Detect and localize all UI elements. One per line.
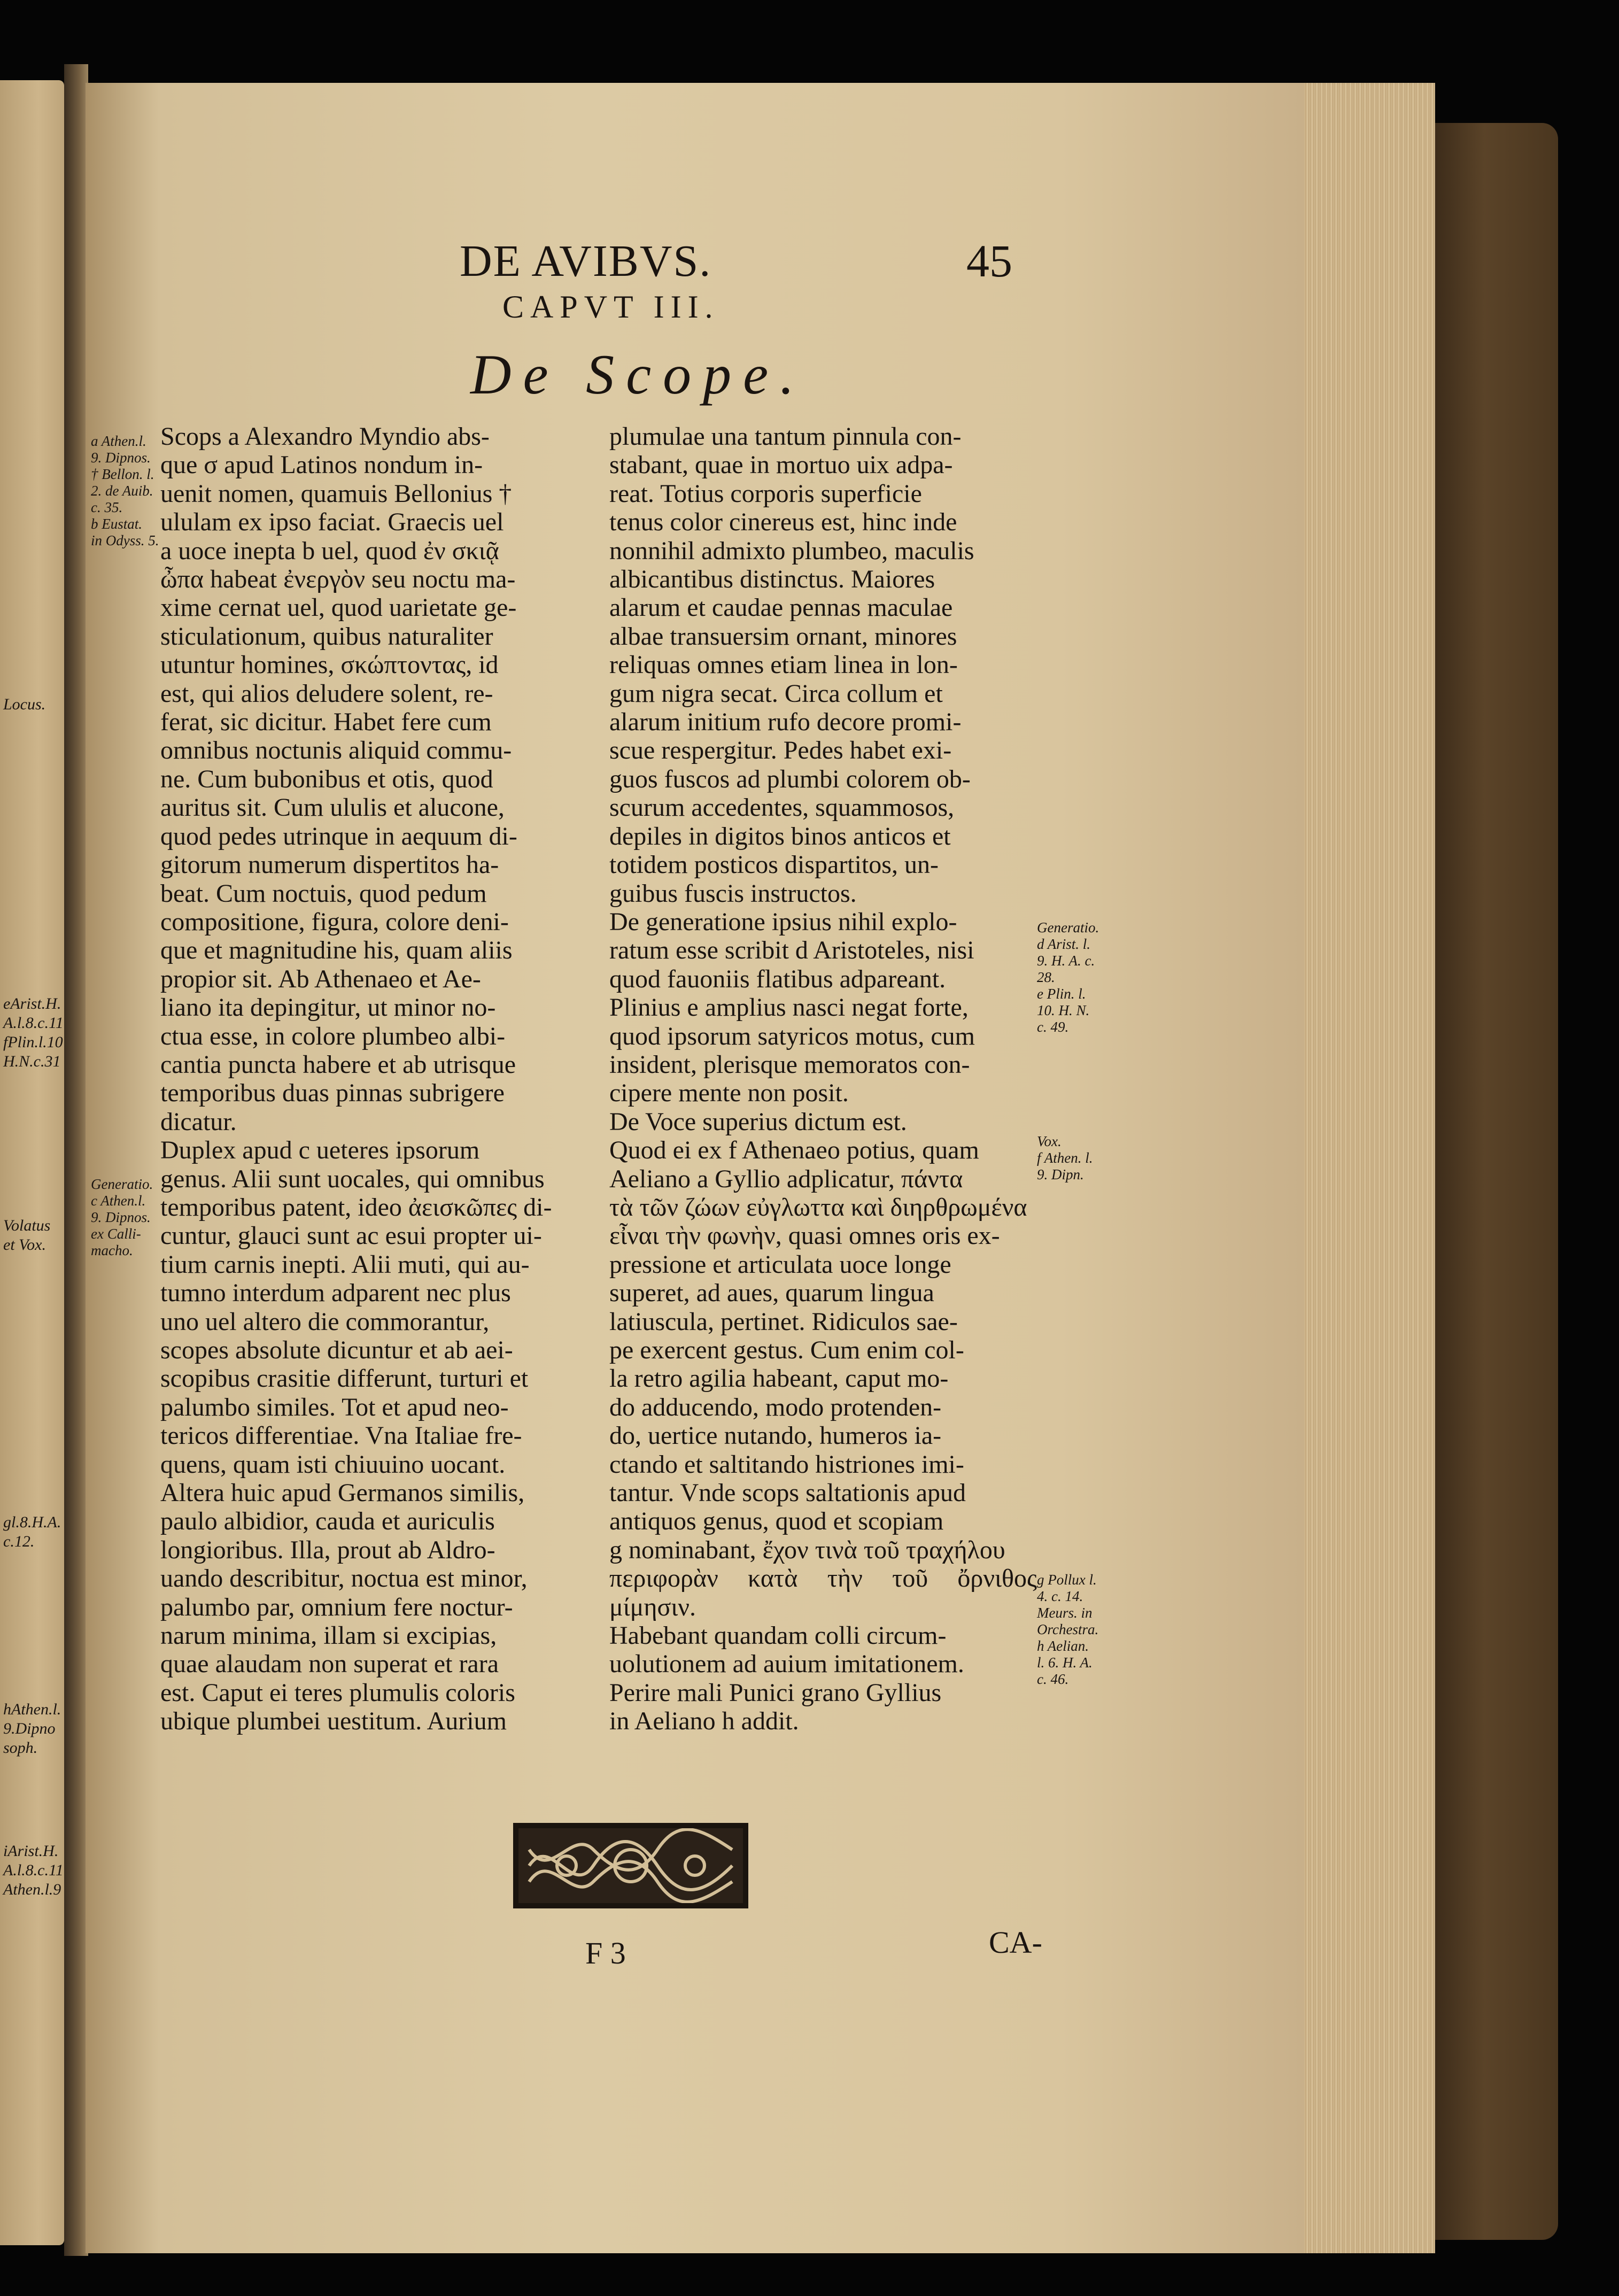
left-margin-note: gl.8.H.A. c.12. bbox=[3, 1513, 61, 1550]
ornament-pattern bbox=[518, 1828, 743, 1903]
catchword: CA- bbox=[989, 1925, 1042, 1960]
margin-note-e: g Pollux l. 4. c. 14. Meurs. in Orchestra. h Aelian. l. 6. H. A. c. 46. bbox=[1037, 1572, 1099, 1687]
left-margin-note: eArist.H. A.l.8.c.11 fPlin.l.10 H.N.c.31 bbox=[3, 995, 64, 1070]
page-number: 45 bbox=[966, 235, 1012, 287]
signature-mark: F 3 bbox=[585, 1936, 626, 1970]
left-margin-note: hAthen.l. 9.Dipno soph. bbox=[3, 1700, 61, 1757]
margin-note-b: Generatio. c Athen.l. 9. Dipnos. ex Calli- macho. bbox=[91, 1176, 153, 1258]
chapter-heading: CAPVT III. bbox=[502, 289, 719, 324]
previous-page-edge bbox=[0, 80, 64, 2245]
running-head: DE AVIBVS. bbox=[460, 236, 712, 286]
margin-note-c: Generatio. d Arist. l. 9. H. A. c. 28. e Plin. l. 10. H. N. c. 49. bbox=[1037, 919, 1099, 1035]
left-margin-note: Volatus et Vox. bbox=[3, 1217, 51, 1254]
margin-note-a: a Athen.l. 9. Dipnos. † Bellon. l. 2. de Auib. c. 35. b Eustat. in Odyss. 5. bbox=[91, 433, 159, 548]
text-column-left: Scops a Alexandro Myndio abs- que σ apud Latinos nondum in- uenit nomen, quamuis Bellonius † ululam ex ipso faciat. Graecis uel a uoce inepta b uel, quod ἐν σκιᾷ ὦπα habeat ἐνεργὸν seu noctu ma- xime cernat uel, quod uarietate ge- sticulationum, quibus naturaliter utuntur homines, σκώπτοντας, id est, qui alios deludere solent, re- ferat, sic dicitur. Habet fere cum omnibus noctunis aliquid commu- ne. Cum bubonibus et otis, quod auritus sit. Cum ululis et alucone, quod pedes utrinque in aequum di- gitorum numerum dispertitos ha- beat. Cum noctuis, quod pedum compositione, figura, colore deni- que et magnitudine his, quam aliis propior sit. Ab Athenaeo et Ae- liano ita depingitur, ut minor no- ctua esse, in colore plumbeo albi- cantia puncta habere et ab utrisque temporibus duas pinnas subrigere dicatur. Duplex apud c ueteres ipsorum genus. Alii sunt uocales, qui omnibus temporibus patent, ideo ἀεισκῶπες di- cuntur, glauci sunt ac esui propter ui- tium carnis inepti. Alii muti, qui au- tumno interdum adparent nec plus uno uel altero die commorantur, scopes absolute dicuntur et ab aei- scopibus crasitie differunt, turturi et palumbo similes. Tot et apud neo- tericos differentiae. Vna Italiae fre- quens, quam isti chiuuino uocant. Altera huic apud Germanos similis, paulo albidior, cauda et auriculis longioribus. Illa, prout ab Aldro- uando describitur, noctua est minor, palumbo par, omnium fere noctur- narum minima, illam si excipias, quae alaudam non superat et rara est. Caput ei teres plumulis coloris ubique plumbei uestitum. Aurium bbox=[160, 422, 552, 1736]
margin-note-d: Vox. f Athen. l. 9. Dipn. bbox=[1037, 1133, 1093, 1182]
page-fore-edge bbox=[1304, 83, 1435, 2253]
tailpiece-ornament bbox=[513, 1823, 748, 1908]
left-margin-note: Locus. bbox=[3, 695, 46, 713]
left-margin-note: iArist.H. A.l.8.c.11 Athen.l.9 bbox=[3, 1842, 64, 1898]
book-gutter bbox=[64, 64, 88, 2256]
section-title: De Scope. bbox=[470, 343, 806, 406]
text-column-right: plumulae una tantum pinnula con- stabant, quae in mortuo uix adpa- reat. Totius corporis superficie tenus color cinereus est, hinc inde nonnihil admixto plumbeo, maculis albicantibus distinctus. Maiores alarum et caudae pennas maculae albae transuersim ornant, minores reliquas omnes etiam linea in lon- gum nigra secat. Circa collum et alarum initium rufo decore promi- scue respergitur. Pedes habet exi- guos fuscos ad plumbi colorem ob- scurum accedentes, squammosos, depiles in digitos binos anticos et totidem posticos dispartitos, un- guibus fuscis instructos. De generatione ipsius nihil explo- ratum esse scribit d Aristoteles, nisi quod fauoniis flatibus adpareant. Plinius e amplius nasci negat forte, quod ipsorum satyricos motus, cum insident, plerisque memoratos con- cipere mente non posit. De Voce superius dictum est. Quod ei ex f Athenaeo potius, quam Aeliano a Gyllio adplicatur, πάντα τὰ τῶν ζώων εὐγλωττα καὶ διηρθρωμένα εἶναι τὴν φωνὴν, quasi omnes oris ex- pressione et articulata uoce longe superet, ad aues, quarum lingua latiuscula, pertinet. Ridiculos sae- pe exercent gestus. Cum enim col- la retro agilia habeant, caput mo- do adducendo, modo protenden- do, uertice nutando, humeros ia- ctando et saltitando histriones imi- tantur. Vnde scops saltationis apud antiquos genus, quod et scopiam g nominabant, ἔχον τινὰ τοῦ τραχήλου περιφορὰν κατὰ τὴν τοῦ ὄρνιθος μίμησιν. Habebant quandam colli circum- uolutionem ad auium imitationem. Perire mali Punici grano Gyllius in Aeliano h addit. bbox=[609, 422, 1037, 1736]
book-cover bbox=[1435, 123, 1558, 2240]
